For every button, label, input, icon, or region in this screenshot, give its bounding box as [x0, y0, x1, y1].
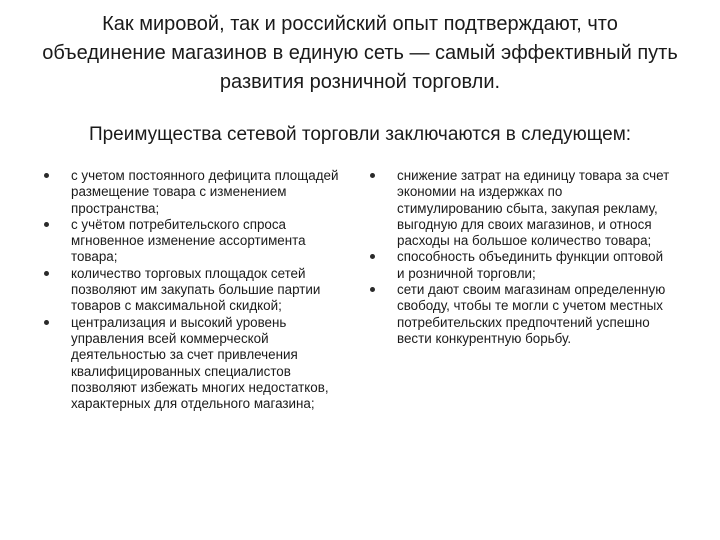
bullet-icon — [370, 254, 375, 259]
list-item — [370, 282, 670, 347]
slide-subtitle: Преимущества сетевой торговли заключаются в следующем: — [88, 124, 632, 145]
bullet-icon — [44, 320, 49, 325]
bullet-icon — [370, 173, 375, 178]
list-item-text: централизация и высокий уровень управления всей коммерческой деятельностью за счет привлечения квалифицированных специалистов позволяют избежать многих недостатков, характерных для отдельного магазина; — [71, 314, 329, 412]
list-item-text: способность объединить функции оптовой и розничной торговли; — [397, 249, 664, 281]
list-item-text: количество торговых площадок сетей позволяют им закупать большие партии товаров с максимальной скидкой; — [71, 265, 321, 314]
list-item-text: сети дают своим магазинам определенную свободу, чтобы те могли с учетом местных потребительских предпочтений успешно вести конкурентную борьбу. — [397, 282, 666, 346]
right-bullet-list — [370, 168, 670, 347]
list-item — [44, 315, 344, 413]
slide-title: Как мировой, так и российский опыт подтверждают, что объединение магазинов в единую сеть — самый эффективный путь развития розничной торговли. — [42, 13, 678, 93]
list-item — [44, 217, 344, 266]
bullet-icon — [44, 222, 49, 227]
bullet-icon — [44, 271, 49, 276]
bullet-icon — [44, 173, 49, 178]
bullet-icon — [370, 287, 375, 292]
list-item-text: снижение затрат на единицу товара за счет экономии на издержках по стимулированию сбыта, закупая рекламу, выгодную для своих магазинов, и относя расходы на большое количество товара; — [397, 168, 670, 249]
list-item — [44, 266, 344, 315]
list-item-text: с учётом потребительского спроса мгновенное изменение ассортимента товара; — [71, 216, 306, 265]
list-item — [370, 168, 670, 249]
list-item — [44, 168, 344, 217]
left-bullet-list — [44, 168, 344, 412]
list-item-text: с учетом постоянного дефицита площадей размещение товара с изменением пространства; — [71, 168, 339, 216]
list-item — [370, 249, 670, 282]
